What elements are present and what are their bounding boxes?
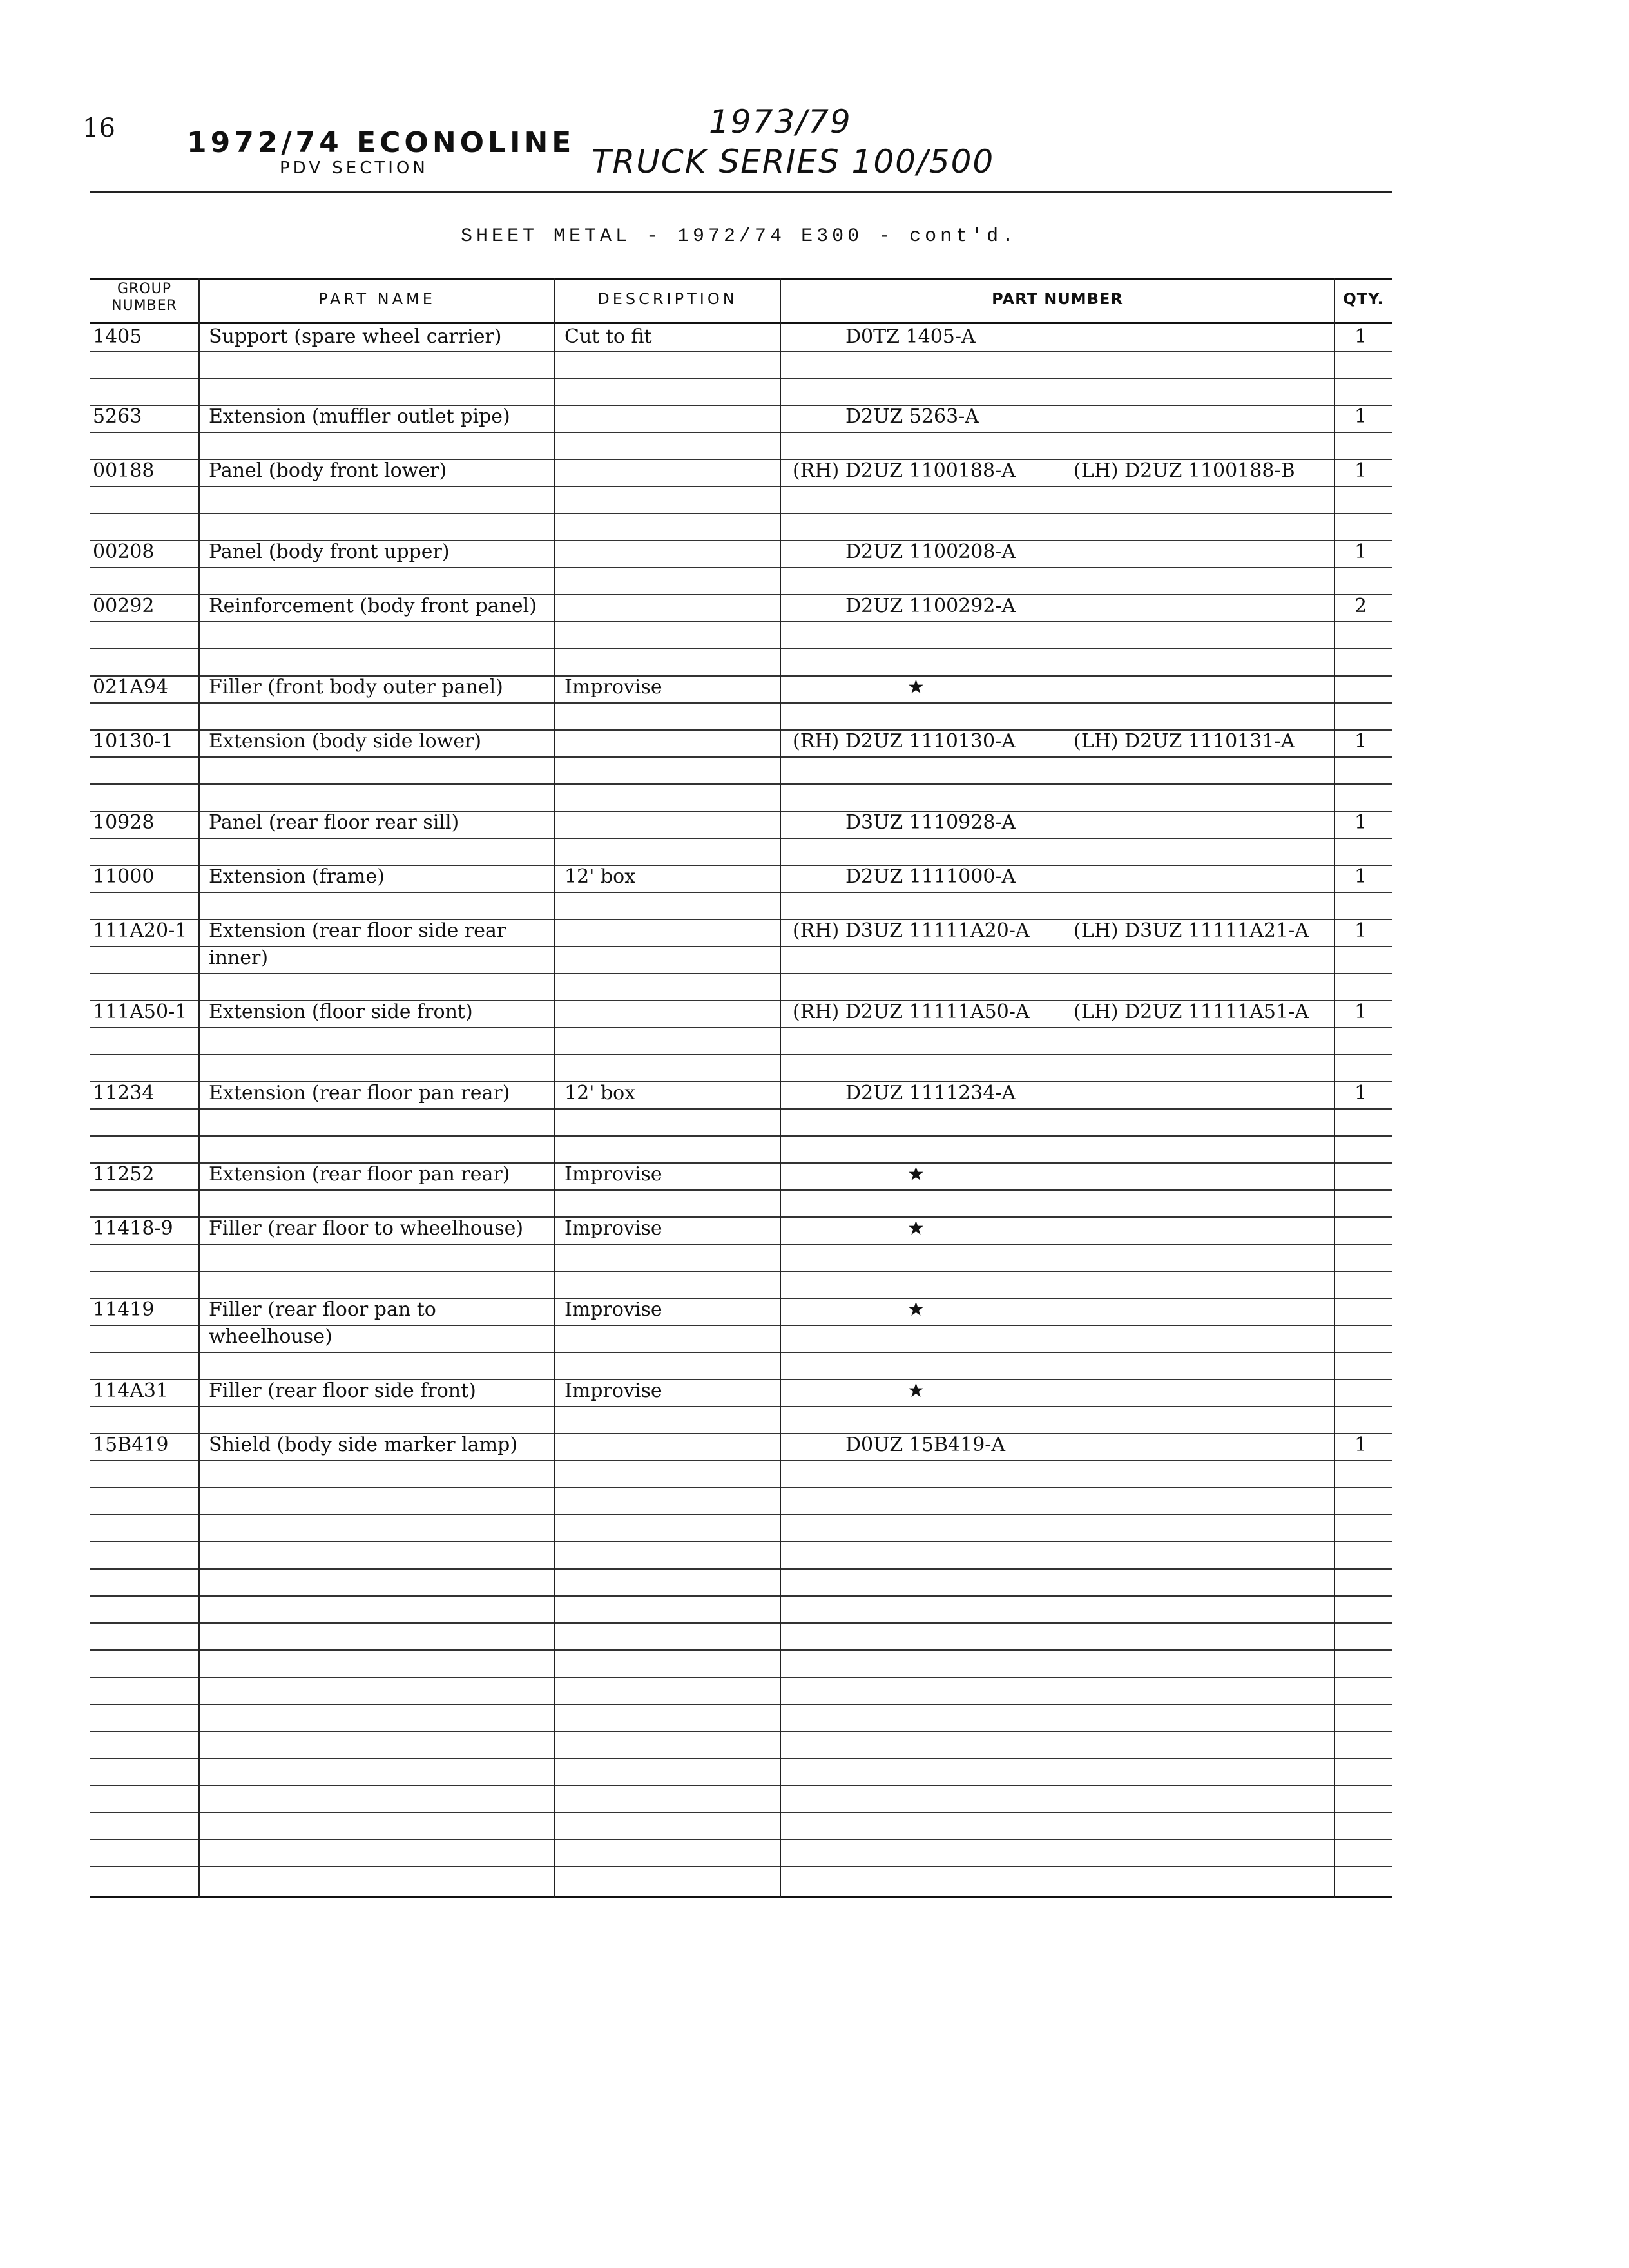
star-icon: ★: [907, 1163, 925, 1186]
part-number-cell: D2UZ 1111000-A: [845, 865, 1016, 888]
part-name-cell: Panel (body front upper): [209, 541, 450, 563]
parts-table: [90, 278, 1392, 1898]
part-number-lh-cell: (LH) D2UZ 1100188-B: [1074, 459, 1295, 482]
table-row: [90, 457, 1392, 512]
group-number-cell: 5263: [93, 405, 142, 428]
qty-cell: 1: [1354, 541, 1367, 563]
group-number-cell: 11419: [93, 1298, 155, 1321]
table-rule: [90, 278, 1392, 280]
group-number-cell: 114A31: [93, 1379, 169, 1402]
part-name-cell: Extension (body side lower): [209, 730, 482, 753]
table-rule: [90, 1812, 1392, 1813]
part-number-cell: D3UZ 1110928-A: [845, 811, 1016, 834]
part-name-cell: Support (spare wheel carrier): [209, 325, 502, 348]
part-number-cell: D0TZ 1405-A: [845, 325, 976, 348]
description-cell: Cut to fit: [564, 325, 652, 348]
part-number-cell: D2UZ 1111234-A: [845, 1082, 1016, 1104]
group-number-cell: 00292: [93, 595, 155, 617]
star-icon: ★: [907, 1379, 925, 1402]
table-rule: [90, 1896, 1392, 1898]
table-rule: [90, 1568, 1392, 1570]
table-row: [90, 1161, 1392, 1215]
part-number-cell: D2UZ 5263-A: [845, 405, 979, 428]
qty-cell: 1: [1354, 405, 1367, 428]
part-name-cell: Extension (muffler outlet pipe): [209, 405, 510, 428]
table-row: [90, 1432, 1392, 1486]
qty-cell: 1: [1354, 919, 1367, 942]
table-rule: [90, 1054, 1392, 1055]
part-name-cell: Panel (rear floor rear sill): [209, 811, 459, 834]
table-rule: [90, 1514, 1392, 1515]
table-rule: [90, 1758, 1392, 1759]
part-name-cell: Extension (floor side front): [209, 1001, 473, 1023]
table-rule: [90, 648, 1392, 649]
group-number-cell: 10130-1: [93, 730, 173, 753]
part-number-lh-cell: (LH) D2UZ 11111A51-A: [1074, 1001, 1309, 1023]
part-number-lh-cell: (LH) D2UZ 1110131-A: [1074, 730, 1295, 753]
table-rule: [90, 1649, 1392, 1651]
table-row: [90, 1378, 1392, 1432]
description-cell: 12' box: [564, 865, 636, 888]
table-rule: [90, 973, 1392, 974]
table-row: [90, 809, 1392, 863]
qty-cell: 2: [1354, 595, 1367, 617]
table-row: [90, 1296, 1392, 1350]
star-icon: ★: [907, 1217, 925, 1240]
group-number-cell: 15B419: [93, 1434, 169, 1456]
part-number-cell: D2UZ 1100292-A: [845, 595, 1016, 617]
table-row: [90, 1215, 1392, 1269]
header-rule: [90, 191, 1392, 193]
part-number-lh-cell: (LH) D3UZ 11111A21-A: [1074, 919, 1309, 942]
group-number-cell: 021A94: [93, 676, 169, 698]
group-number-cell: 11418-9: [93, 1217, 173, 1240]
table-rule: [90, 378, 1392, 379]
table-row: [90, 593, 1392, 647]
qty-cell: 1: [1354, 1001, 1367, 1023]
description-cell: 12' box: [564, 1082, 636, 1104]
table-row: [90, 674, 1392, 728]
column-header-group-line2: NUMBER: [111, 298, 177, 314]
table-row: [90, 918, 1392, 972]
group-number-cell: 10928: [93, 811, 155, 834]
column-header-group: [90, 281, 198, 314]
table-rule: [90, 1704, 1392, 1705]
part-name-cell: Filler (rear floor to wheelhouse): [209, 1217, 524, 1240]
description-cell: Improvise: [564, 1298, 662, 1321]
table-rule: [90, 1785, 1392, 1786]
part-number-rh-cell: (RH) D3UZ 11111A20-A: [793, 919, 1030, 942]
column-header-part-name: PART NAME: [318, 290, 436, 308]
group-number-cell: 1405: [93, 325, 142, 348]
part-name-cell: Reinforcement (body front panel): [209, 595, 537, 617]
table-rule: [90, 1352, 1392, 1353]
part-name-cell: Extension (rear floor pan rear): [209, 1163, 510, 1186]
part-number-cell: D0UZ 15B419-A: [845, 1434, 1006, 1456]
star-icon: ★: [907, 676, 925, 698]
table-rule: [90, 1135, 1392, 1137]
part-number-rh-cell: (RH) D2UZ 11111A50-A: [793, 1001, 1030, 1023]
page-number: 16: [82, 113, 115, 143]
table-rule: [90, 783, 1392, 785]
table-rule: [90, 1541, 1392, 1542]
qty-cell: 1: [1354, 325, 1367, 348]
table-rule: [90, 1595, 1392, 1597]
part-name-cell: Filler (rear floor pan to wheelhouse): [209, 1298, 436, 1348]
qty-cell: 1: [1354, 811, 1367, 834]
part-number-rh-cell: (RH) D2UZ 1110130-A: [793, 730, 1016, 753]
catalog-title: 1972/74 ECONOLINE: [187, 126, 575, 159]
description-cell: Improvise: [564, 1379, 662, 1402]
column-header-group-line1: GROUP: [117, 281, 172, 297]
model-years: 1973/79: [709, 103, 852, 140]
part-name-cell: Extension (rear floor pan rear): [209, 1082, 510, 1104]
truck-series: TRUCK SERIES 100/500: [592, 143, 995, 180]
part-name-cell: Panel (body front lower): [209, 459, 447, 482]
table-rule: [90, 1731, 1392, 1732]
qty-cell: 1: [1354, 1434, 1367, 1456]
part-number-cell: D2UZ 1100208-A: [845, 541, 1016, 563]
table-rule: [90, 513, 1392, 514]
part-name-cell: Filler (front body outer panel): [209, 676, 503, 698]
group-number-cell: 111A20-1: [93, 919, 188, 942]
qty-cell: 1: [1354, 865, 1367, 888]
part-name-cell: Filler (rear floor side front): [209, 1379, 476, 1402]
section-title: SHEET METAL - 1972/74 E300 - cont'd.: [461, 226, 1018, 247]
table-row: [90, 403, 1392, 457]
table-rule: [90, 1677, 1392, 1678]
description-cell: Improvise: [564, 1163, 662, 1186]
qty-cell: 1: [1354, 1082, 1367, 1104]
table-rule: [90, 1839, 1392, 1840]
table-rule: [90, 1622, 1392, 1624]
qty-cell: 1: [1354, 730, 1367, 753]
table-rule: [90, 1487, 1392, 1488]
part-name-cell: Shield (body side marker lamp): [209, 1434, 518, 1456]
column-header-description: DESCRIPTION: [597, 290, 738, 308]
table-row: [90, 999, 1392, 1053]
group-number-cell: 11234: [93, 1082, 155, 1104]
part-name-cell: Extension (frame): [209, 865, 385, 888]
table-row: [90, 1080, 1392, 1134]
part-name-cell: Extension (rear floor side rear inner): [209, 919, 506, 969]
table-row: [90, 863, 1392, 918]
table-row: [90, 539, 1392, 593]
part-number-rh-cell: (RH) D2UZ 1100188-A: [793, 459, 1016, 482]
table-rule: [90, 1866, 1392, 1867]
column-header-qty: QTY.: [1343, 290, 1384, 308]
group-number-cell: 11000: [93, 865, 155, 888]
star-icon: ★: [907, 1298, 925, 1321]
description-cell: Improvise: [564, 676, 662, 698]
table-row: [90, 728, 1392, 782]
table-row: [90, 323, 1392, 378]
group-number-cell: 11252: [93, 1163, 155, 1186]
description-cell: Improvise: [564, 1217, 662, 1240]
group-number-cell: 00208: [93, 541, 155, 563]
table-rule: [90, 1271, 1392, 1272]
group-number-cell: 111A50-1: [93, 1001, 188, 1023]
qty-cell: 1: [1354, 459, 1367, 482]
catalog-subtitle: PDV SECTION: [280, 159, 429, 178]
column-header-part-number: PART NUMBER: [992, 290, 1123, 308]
group-number-cell: 00188: [93, 459, 155, 482]
